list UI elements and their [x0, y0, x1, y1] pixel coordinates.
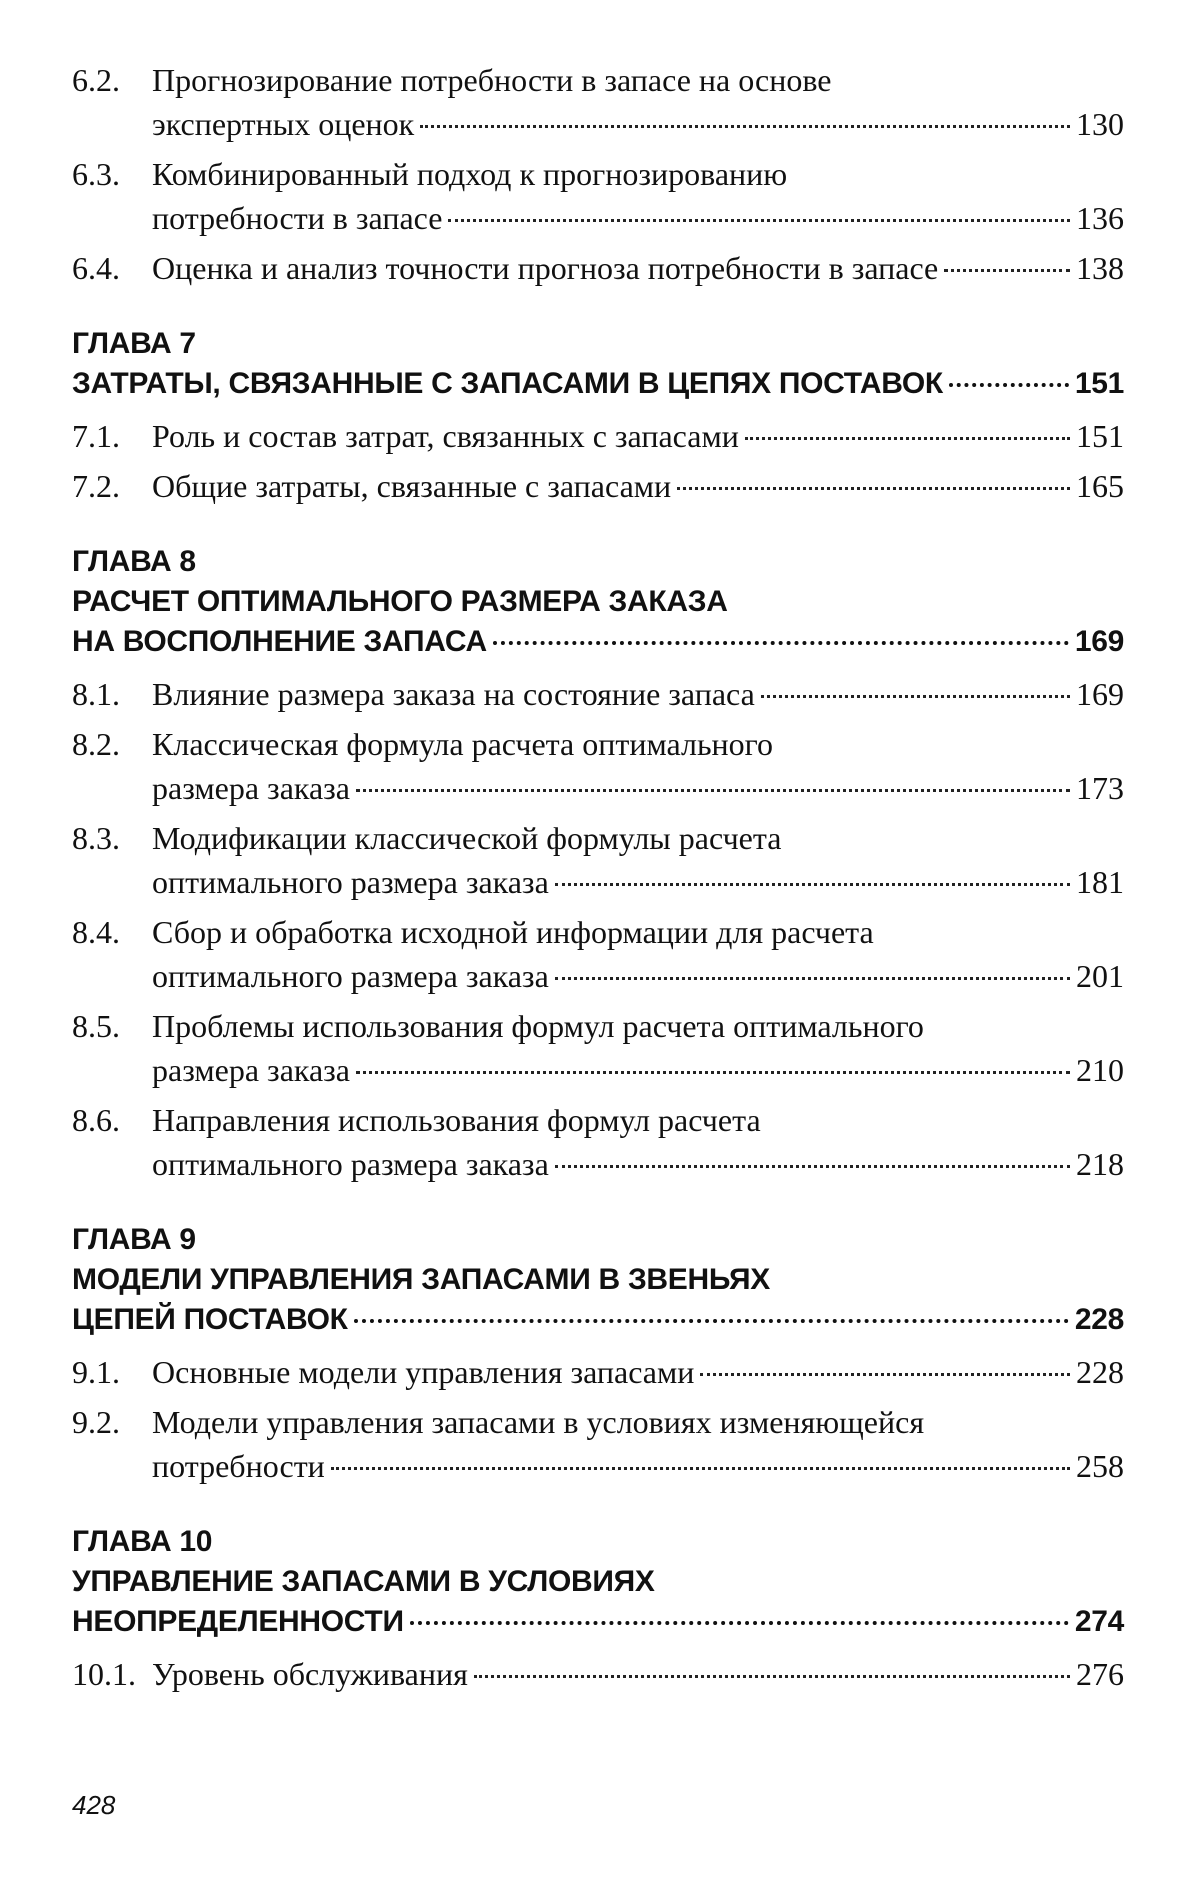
toc-entry-8-6: [72, 1098, 1124, 1186]
toc-entry-number: 8.3.: [72, 820, 120, 856]
toc-entry-title-line: Влияние размера заказа на состояние запаса: [152, 676, 755, 712]
toc-entry-6-2: [72, 58, 1124, 146]
toc-entry-page: 218: [1076, 1146, 1124, 1182]
table-of-contents: [72, 58, 1124, 1702]
dot-leader: [356, 789, 1070, 792]
toc-entry-page: 130: [1076, 106, 1124, 142]
toc-entry-7-1: [72, 414, 1124, 458]
toc-entry-title-line: Сбор и обработка исходной информации для расчета: [152, 914, 874, 950]
toc-entry-number: 8.4.: [72, 914, 120, 950]
dot-leader: [448, 219, 1070, 222]
chapter-label: ГЛАВА 10: [72, 1525, 213, 1558]
dot-leader: [555, 883, 1070, 886]
chapter-title: УПРАВЛЕНИЕ ЗАПАСАМИ В УСЛОВИЯХ: [72, 1565, 655, 1598]
toc-entry-title-line: Уровень обслуживания: [152, 1656, 468, 1692]
toc-entry-title-line: размера заказа: [152, 1052, 350, 1088]
toc-entry-7-2: [72, 464, 1124, 508]
dot-leader: [677, 487, 1070, 490]
toc-entry-title-line: Основные модели управления запасами: [152, 1354, 695, 1390]
toc-entry-title-line: Направления использования формул расчета: [152, 1102, 761, 1138]
toc-entry-title-line: экспертных оценок: [152, 106, 415, 142]
toc-entry-title-line: потребности: [152, 1448, 325, 1484]
toc-entry-6-4: [72, 246, 1124, 290]
chapter-page: 169: [1074, 625, 1124, 658]
toc-entry-title-line: Роль и состав затрат, связанных с запасами: [152, 418, 739, 454]
dot-leader: [410, 1621, 1069, 1625]
chapter-page: 151: [1074, 367, 1124, 400]
dot-leader: [949, 383, 1069, 387]
chapter-10-heading: [72, 1522, 1124, 1642]
toc-entry-title-line: Оценка и анализ точности прогноза потребности в запасе: [152, 250, 939, 286]
toc-entry-8-5: [72, 1004, 1124, 1092]
chapter-title: НЕОПРЕДЕЛЕННОСТИ: [72, 1605, 404, 1638]
dot-leader: [493, 641, 1069, 645]
toc-entry-number: 9.2.: [72, 1404, 120, 1440]
chapter-8-heading: [72, 542, 1124, 662]
chapter-title: НА ВОСПОЛНЕНИЕ ЗАПАСА: [72, 625, 487, 658]
chapter-title: ЗАТРАТЫ, СВЯЗАННЫЕ С ЗАПАСАМИ В ЦЕПЯХ ПОСТАВОК: [72, 367, 943, 400]
toc-entry-title-line: оптимального размера заказа: [152, 864, 549, 900]
toc-entry-8-1: [72, 672, 1124, 716]
chapter-page: 274: [1074, 1605, 1124, 1638]
toc-entry-page: 258: [1076, 1448, 1124, 1484]
dot-leader: [331, 1467, 1070, 1470]
toc-entry-number: 8.2.: [72, 726, 120, 762]
toc-entry-6-3: [72, 152, 1124, 240]
toc-entry-page: 165: [1076, 468, 1124, 504]
dot-leader: [354, 1319, 1069, 1323]
dot-leader: [745, 437, 1070, 440]
toc-entry-page: 201: [1076, 958, 1124, 994]
toc-entry-page: 138: [1076, 250, 1124, 286]
toc-entry-number: 8.5.: [72, 1008, 120, 1044]
toc-entry-number: 7.2.: [72, 468, 120, 504]
chapter-page: 228: [1074, 1303, 1124, 1336]
toc-entry-9-1: [72, 1350, 1124, 1394]
toc-entry-8-4: [72, 910, 1124, 998]
toc-entry-number: 9.1.: [72, 1354, 120, 1390]
toc-entry-8-3: [72, 816, 1124, 904]
toc-entry-10-1: [72, 1652, 1124, 1696]
chapter-7-heading: [72, 324, 1124, 404]
toc-entry-number: 8.6.: [72, 1102, 120, 1138]
dot-leader: [555, 1165, 1070, 1168]
toc-entry-number: 8.1.: [72, 676, 120, 712]
toc-entry-8-2: [72, 722, 1124, 810]
chapter-9-heading: [72, 1220, 1124, 1340]
page-number: 428: [72, 1790, 116, 1820]
dot-leader: [761, 695, 1070, 698]
dot-leader: [474, 1675, 1070, 1678]
toc-entry-title-line: Проблемы использования формул расчета оптимального: [152, 1008, 924, 1044]
chapter-label: ГЛАВА 8: [72, 545, 196, 578]
dot-leader: [700, 1373, 1070, 1376]
chapter-label: ГЛАВА 9: [72, 1223, 196, 1256]
toc-entry-title-line: Прогнозирование потребности в запасе на основе: [152, 62, 832, 98]
toc-entry-page: 151: [1076, 418, 1124, 454]
toc-entry-title-line: Модификации классической формулы расчета: [152, 820, 782, 856]
toc-entry-title-line: размера заказа: [152, 770, 350, 806]
dot-leader: [944, 269, 1070, 272]
dot-leader: [555, 977, 1070, 980]
toc-entry-9-2: [72, 1400, 1124, 1488]
toc-entry-page: 136: [1076, 200, 1124, 236]
chapter-title: РАСЧЕТ ОПТИМАЛЬНОГО РАЗМЕРА ЗАКАЗА: [72, 585, 728, 618]
toc-entry-title-line: Модели управления запасами в условиях изменяющейся: [152, 1404, 925, 1440]
chapter-title: ЦЕПЕЙ ПОСТАВОК: [72, 1303, 348, 1336]
toc-entry-title-line: Комбинированный подход к прогнозированию: [152, 156, 788, 192]
chapter-label: ГЛАВА 7: [72, 327, 196, 360]
toc-entry-title-line: оптимального размера заказа: [152, 958, 549, 994]
toc-entry-number: 6.3.: [72, 156, 120, 192]
toc-entry-title-line: Классическая формула расчета оптимального: [152, 726, 773, 762]
toc-entry-page: 173: [1076, 770, 1124, 806]
toc-entry-number: 6.4.: [72, 250, 120, 286]
toc-entry-page: 181: [1076, 864, 1124, 900]
dot-leader: [356, 1071, 1070, 1074]
toc-entry-title-line: Общие затраты, связанные с запасами: [152, 468, 672, 504]
toc-entry-page: 276: [1076, 1656, 1124, 1692]
toc-entry-page: 210: [1076, 1052, 1124, 1088]
toc-entry-number: 10.1.: [72, 1656, 136, 1692]
dot-leader: [420, 125, 1070, 128]
toc-entry-title-line: оптимального размера заказа: [152, 1146, 549, 1182]
toc-entry-title-line: потребности в запасе: [152, 200, 443, 236]
toc-entry-number: 7.1.: [72, 418, 120, 454]
toc-entry-page: 169: [1076, 676, 1124, 712]
toc-entry-number: 6.2.: [72, 62, 120, 98]
toc-entry-page: 228: [1076, 1354, 1124, 1390]
chapter-title: МОДЕЛИ УПРАВЛЕНИЯ ЗАПАСАМИ В ЗВЕНЬЯХ: [72, 1263, 770, 1296]
